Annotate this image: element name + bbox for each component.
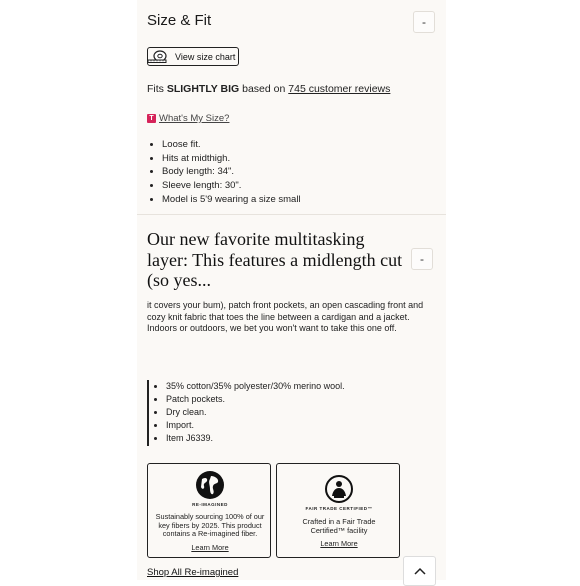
size-fit-header[interactable] xyxy=(147,10,436,34)
fit-summary xyxy=(147,83,390,95)
chevron-up-icon xyxy=(414,567,426,575)
fair-trade-caption: FAIR TRADE CERTIFIED™ xyxy=(305,506,373,511)
customer-reviews-link[interactable]: 745 customer reviews xyxy=(288,83,391,95)
view-size-chart-label: View size chart xyxy=(175,51,236,62)
fair-trade-card xyxy=(276,463,400,558)
size-fit-title: Size & Fit xyxy=(147,12,212,29)
fair-trade-text: Crafted in a Fair Trade Certified™ facility xyxy=(302,517,376,535)
view-size-chart-button[interactable] xyxy=(147,47,239,66)
whats-my-size-label[interactable]: What's My Size? xyxy=(159,113,230,124)
reimagined-card xyxy=(147,463,271,558)
list-item: • 35% cotton/35% polyester/30% merino wool. xyxy=(166,380,419,393)
reimagined-learn-more-link[interactable]: Learn More xyxy=(191,543,229,552)
product-details-list xyxy=(147,380,419,446)
list-item: • Model is 5'9 wearing a size small xyxy=(162,193,301,207)
fit-value: SLIGHTLY BIG xyxy=(166,83,240,95)
fit-points-list xyxy=(147,138,301,206)
measuring-tape-icon xyxy=(146,49,174,65)
list-item: • Sleeve length: 30". xyxy=(162,179,301,193)
description-collapse-button[interactable]: - xyxy=(411,248,433,270)
shop-all-reimagined-link[interactable]: Shop All Re-imagined xyxy=(147,567,239,578)
scroll-to-top-button[interactable] xyxy=(403,556,436,586)
list-item: • Loose fit. xyxy=(162,138,301,152)
list-item: • Dry clean. xyxy=(166,406,419,419)
fit-prefix: Fits xyxy=(147,83,164,95)
section-divider xyxy=(137,214,446,215)
list-item: • Body length: 34". xyxy=(162,165,301,179)
whats-my-size-link[interactable] xyxy=(147,113,229,124)
size-fit-collapse-button[interactable]: - xyxy=(413,11,435,33)
reimagined-caption: RE-IMAGINED xyxy=(192,502,228,507)
list-item: • Patch pockets. xyxy=(166,393,419,406)
t-logo-icon: T xyxy=(147,114,156,123)
reimagined-text: Sustainably sourcing 100% of our key fibers by 2025. This product contains a Re-imagined fiber. xyxy=(155,512,265,539)
list-item: • Hits at midthigh. xyxy=(162,152,301,166)
globe-icon xyxy=(195,470,225,500)
description-body: it covers your bum), patch front pockets, an open cascading front and cozy knit fabric that toes the line between a cardigan and a jacket. Indoors or outdoors, we bet you won't want to take this one off. xyxy=(147,300,424,333)
fair-trade-learn-more-link[interactable]: Learn More xyxy=(320,539,358,548)
description-heading: Our new favorite multitasking layer: This features a midlength cut (so yes... xyxy=(147,229,403,290)
product-details-panel xyxy=(137,0,446,580)
list-item: • Item J6339. xyxy=(166,432,419,445)
list-item: • Import. xyxy=(166,419,419,432)
fair-trade-logo-icon xyxy=(325,475,353,503)
fit-middle: based on xyxy=(242,83,286,95)
